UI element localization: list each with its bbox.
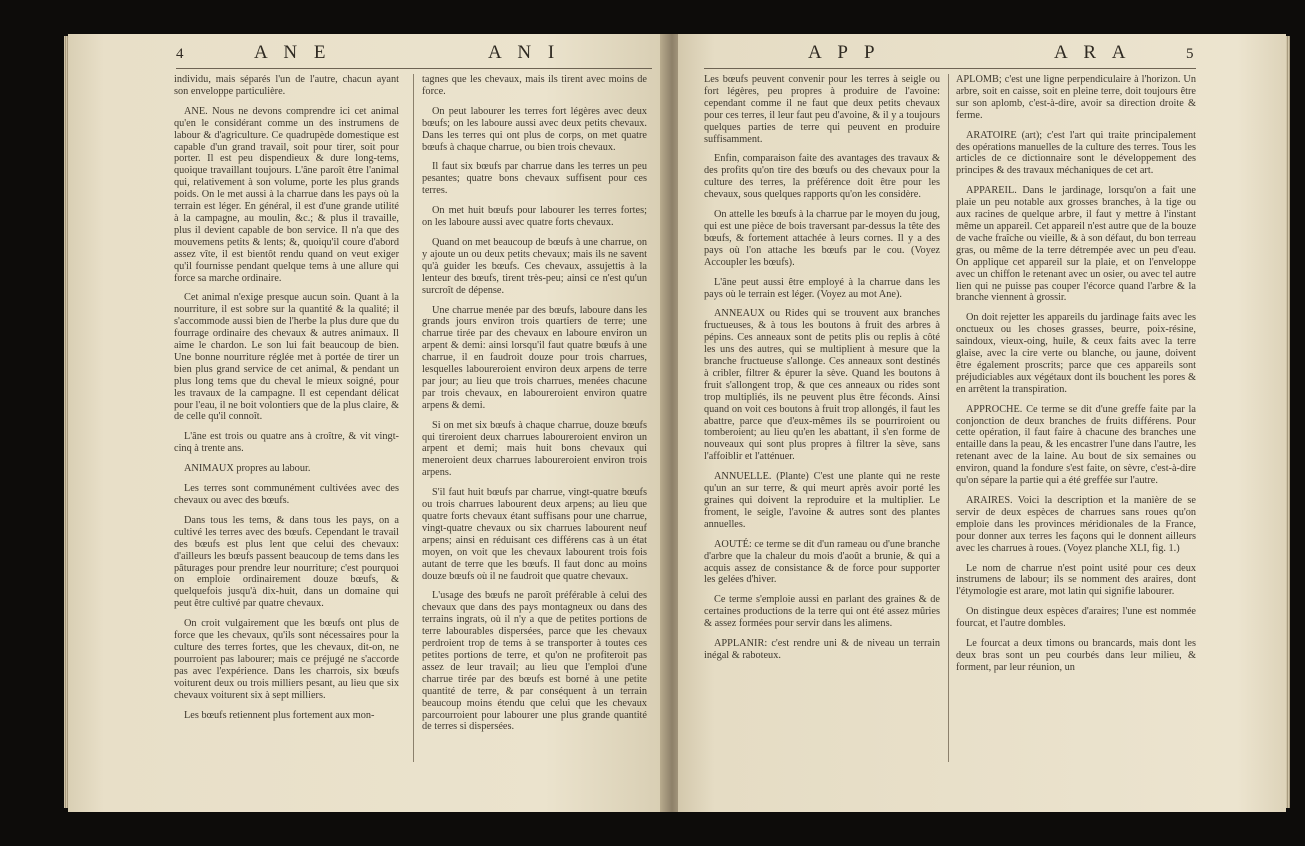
text-paragraph: ANIMAUX propres au labour. [184,463,311,475]
text-paragraph: On doit rejetter les appareils du jardinage faits avec les onctueux ou les choses grasses, beurre, poix-résine, saindoux, vieux-oing, huile, & ceux faits avec la terre glaise, avec la cire verte ou blanche, ou jaune, doivent être également proscrits; parce que ces appareils sont préjudiciables aux végétaux dont ils bouchent les pores & en arrêtent la transpiration. [956,312,1196,395]
text-paragraph: L'âne peut aussi être employé à la charrue dans les pays où le terrain est léger. (Voyez au mot Ane). [704,276,940,300]
text-paragraph: ANNEAUX ou Rides qui se trouvent aux branches fructueuses, & à tous les boutons à fruit des arbres à pépins. Ces anneaux sont de petits plis ou replis à côté les uns des autres, qui se multiplient à mesure que la branche fructueuse s'allonge. Ces anneaux sont destinés à cribler, filtrer & épurer la sève. Quand les boutons à fruit s'allongent trop, & que ces anneaux ou rides sont trop multipliés, ils ne peuvent plus être féconds. Ainsi quand on voit ces boutons à fruit trop allongés, il faut les abattre, parce que d'eux-mêmes ils se pourriroient ou tomberoient; au lieu qu'en les abattant, il s'en forme de nouveaux qui sont plus propres à filtrer la sève, sans l'affoiblir et l'atténuer. [704,308,940,463]
left-page-number: 4 [176,46,184,62]
right-column-2 [956,74,1196,774]
text-paragraph: Quand on met beaucoup de bœufs à une charrue, on y ajoute un ou deux petits chevaux; mais ils ne savent qu'à guider les bœufs. Ces chevaux, assujettis à la lenteur des bœufs, tirent très-peu; ainsi ce n'est qu'un surcroît de dépense. [422,236,647,296]
text-paragraph: L'âne est trois ou quatre ans à croître, & vit vingt-cinq à trente ans. [174,431,399,455]
text-paragraph: Enfin, comparaison faite des avantages des travaux & des profits qu'on tire des bœufs ou des chevaux pour la culture des terres, la préférence doit être pour les chevaux, sous quelques rapports qu'on les considère. [704,153,940,201]
text-paragraph: APPLANIR: c'est rendre uni & de niveau un terrain inégal & raboteux. [704,638,940,661]
text-paragraph: Une charrue menée par des bœufs, laboure dans les grands jours environ trois quartiers de terre; une charrue tirée par des chevaux en laboure environ un arpent & demi: ainsi lorsqu'il faut quatre bœufs à une charrue, il en faudroit douze pour trois charrues, lesquelles laboureroient environ deux arpens de terre par jour; au lieu que trois charrues, menées chacune par trois chevaux, en laboureroient environ quatre arpens & demi. [422,304,647,411]
left-column-2 [422,74,647,774]
text-paragraph: On croit vulgairement que les bœufs ont plus de force que les chevaux, qu'ils sont nécessaires pour la culture des terres fortes, que les chevaux, dit-on, ne pourroient pas labourer; mais ce préjugé ne s'accorde pas avec l'expérience. Dans les charrois, six bœufs voiturent deux ou trois milliers pesant, au lieu que six chevaux voiturent six à sept milliers. [174,618,399,701]
right-page-number: 5 [1186,46,1194,62]
text-paragraph: Cet animal n'exige presque aucun soin. Quant à la nourriture, il est sobre sur la quantité & la qualité; il s'accommode aussi bien de l'herbe la plus dure que du fourrage ordinaire des chevaux & autres animaux. Il aime le chardon. Le son lui fait beaucoup de bien. Une bonne nourriture réglée met à portée de tirer un bien plus grand service de cet animal, & pendant un plus long tems que du cheval le mieux soigné, pour les travaux de la campagne. Il est cependant délicat pour l'eau, il ne boit volontiers que de la plus claire, & de celle qu'il connoît. [174,292,399,423]
text-paragraph: ANNUELLE. (Plante) C'est une plante qui ne reste qu'un an sur terre, & qui meurt après avoir porté les graines qui doivent la reproduire et la multiplier. Le froment, le seigle, l'avoine & autres sont des plantes annuelles. [704,471,940,530]
text-paragraph: APLOMB; c'est une ligne perpendiculaire à l'horizon. Un arbre, soit en caisse, soit en pleine terre, doit toujours être sur son aplomb, c'est-à-dire, avoir sa direction droite & ferme. [956,74,1196,121]
text-paragraph: APPROCHE. Ce terme se dit d'une greffe faite par la conjonction de deux branches de fruits différens. Pour cette opération, il faut faire à chacune des branches une entaille dans la peau, & les encastrer l'une dans l'autre, les retenant avec de la laine. Au bout de six semaines ou environ, quand la fondure s'est faite, on sèvre, c'est-à-dire qu'on sépare la partie qui a été greffée sur l'autre. [956,403,1196,487]
text-paragraph: Le nom de charrue n'est point usité pour ces deux instrumens de labour; ils se nomment des araires, dont l'étymologie est arare, mot latin qui signifie labourer. [956,562,1196,598]
text-paragraph: Les bœufs retiennent plus fortement aux mon- [184,709,375,721]
text-paragraph: APPAREIL. Dans le jardinage, lorsqu'on a fait une plaie un peu notable aux grosses branches, à la tige ou aux racines de quelque arbre, il faut y mettre à l'instant même un appareil. Cet appareil n'est autre que de la bouze de vache fraîche ou vieille, & à son défaut, du bon terreau gras, ou même de la terre détrempée avec un peu d'eau. On applique cet appareil sur la plaie, et on l'enveloppe avec un chiffon le retenant avec un osier, ou avec tel autre lien qui ne puisse pas couper l'écorce quand l'arbre & la branche viennent à grossir. [956,185,1196,304]
left-header-left: A N E [254,42,332,63]
text-paragraph: L'usage des bœufs ne paroît préférable à celui des chevaux que dans des pays montagneux ou dans des terrains ingrats, où il n'y a que de petites portions de terre labourables dispersées, parce que les chevaux perdroient trop de tems à se transporter à toutes ces petites portions de terre, et qu'on ne profiteroit pas assez de leur travail; au lieu que l'emploi d'une charrue tirée par des bœufs est borné à une petite quantité de terre, & par conséquent à un terrain beaucoup moins étendu que celui que les chevaux parcourroient pour labourer une plus grande quantité de terres si dispersées. [422,590,647,733]
text-paragraph: On met huit bœufs pour labourer les terres fortes; on les laboure aussi avec quatre forts chevaux. [422,205,647,229]
text-paragraph: AOUTÉ: ce terme se dit d'un rameau ou d'une branche d'arbre que la chaleur du mois d'août a brunie, & qui a acquis assez de consistance & de force pour supporter les gelées d'hiver. [704,538,940,586]
left-header-right: A N I [488,42,561,63]
text-paragraph: ANE. Nous ne devons comprendre ici cet animal qu'en le considérant comme un des instrumens de labour & d'agriculture. Ce quadrupède domestique est capable d'un grand travail, soit pour tirer, soit pour porter. Il est peu dispendieux & dure long-tems, quoique travaillant toujours. L'âne paroît être l'animal qui, relativement à son volume, porte les plus grands poids. On le met aussi à la charrue dans les pays où la terrain est léger. En général, il est d'une grande utilité à la campagne, au moulin, &c.; & plus il travaille, plus il devient capable de bon service. Il n'a que des mouvemens petits & lents; &, quoiqu'il coure d'abord assez vîte, il est bientôt rendu quand on veut exiger qu'il fournisse pendant quelque tems à une allure qui force sa marche ordinaire. [174,105,399,284]
left-page [68,34,665,812]
left-header-rule [176,68,652,69]
right-header-right: A R A [1054,42,1132,63]
right-column-1 [704,74,940,774]
text-paragraph: Il faut six bœufs par charrue dans les terres un peu pesantes; quatre bons chevaux suffisent pour ces terres. [422,161,647,197]
text-paragraph: S'il faut huit bœufs par charrue, vingt-quatre bœufs ou trois charrues labourent deux arpens; au lieu que quatre forts chevaux étant suffisans pour une charrue, vingt-quatre chevaux ou six charrues labourent neuf arpens; ainsi en réduisant ces différens cas à un état moyen, on voit que les chevaux labourent trois fois autant de terre que les bœufs. Il faut donc au moins douze bœufs où il ne faudroit que quatre chevaux. [422,487,647,582]
text-paragraph: Le fourcat a deux timons ou brancards, mais dont les deux bras sont un peu courbés dans leur milieu, & forment, par leur réunion, un [956,638,1196,673]
text-paragraph: Si on met six bœufs à chaque charrue, douze bœufs qui tireroient deux charrues laboureroient environ un arpent et demi; mais huit bons chevaux qui meneroient deux charrues laboureroient environ trois arpens. [422,419,647,479]
text-paragraph: Ce terme s'emploie aussi en parlant des graines & de certaines productions de la terre qui ont été assez mûries & assez formées pour servir dans les alimens. [704,594,940,630]
text-paragraph: tagnes que les chevaux, mais ils tirent avec moins de force. [422,74,647,97]
text-paragraph: ARAIRES. Voici la description et la manière de se servir de deux espèces de charrues sans roues qu'on emploie dans les provinces méridionales de la France, pour donner aux terres les façons qui le donnent ailleurs avec les charrues à roues. (Voyez planche XLI, fig. 1.) [956,495,1196,554]
text-paragraph: individu, mais séparés l'un de l'autre, chacun ayant son enveloppe particulière. [174,74,399,97]
right-header-left: A P P [808,42,881,63]
text-paragraph: On distingue deux espèces d'araires; l'une est nommée fourcat, et l'autre dombles. [956,606,1196,630]
text-paragraph: On attelle les bœufs à la charrue par le moyen du joug, qui est une pièce de bois traversant par-dessus la tête des bœufs, & fortement attachée à leurs cornes. Il y a des pays où l'on attache les bœufs par le cou. (Voyez Accoupler les bœufs). [704,209,940,268]
left-column-divider [413,74,414,762]
right-column-divider [948,74,949,762]
text-paragraph: Les terres sont communément cultivées avec des chevaux ou avec des bœufs. [174,483,399,506]
text-paragraph: Les bœufs peuvent convenir pour les terres à seigle ou fort légères, peu propres à produire de l'avoine: cependant comme il ne faut que deux petits chevaux pour ces terres, il leur faut peu d'avoine, & il y a toujours quelques parties de terre qui peuvent en produire suffisamment. [704,74,940,145]
right-page [678,34,1286,812]
text-paragraph: ARATOIRE (art); c'est l'art qui traite principalement des opérations manuelles de la culture des terres. Tous les articles de ce dictionnaire sont le développement des principes & des travaux méchaniques de cet art. [956,129,1196,177]
text-paragraph: Dans tous les tems, & dans tous les pays, on a cultivé les terres avec des bœufs. Cependant le travail des bœufs est plus lent que celui des chevaux: d'ailleurs les bœufs passent beaucoup de tems dans les pâturages pour prendre leur nourriture; c'est pourquoi on emploie ordinairement douze bœufs, & quelquefois jusqu'à dix-huit, dans un domaine qui peut être cultivé par quatre chevaux. [174,514,399,610]
right-header-rule [704,68,1196,69]
left-column-1 [174,74,399,774]
text-paragraph: On peut labourer les terres fort légères avec deux bœufs; on les laboure aussi avec deux petits chevaux. Dans les terres qui ont plus de corps, on met quatre bœufs à chaque charrue, ou bien trois chevaux. [422,105,647,153]
